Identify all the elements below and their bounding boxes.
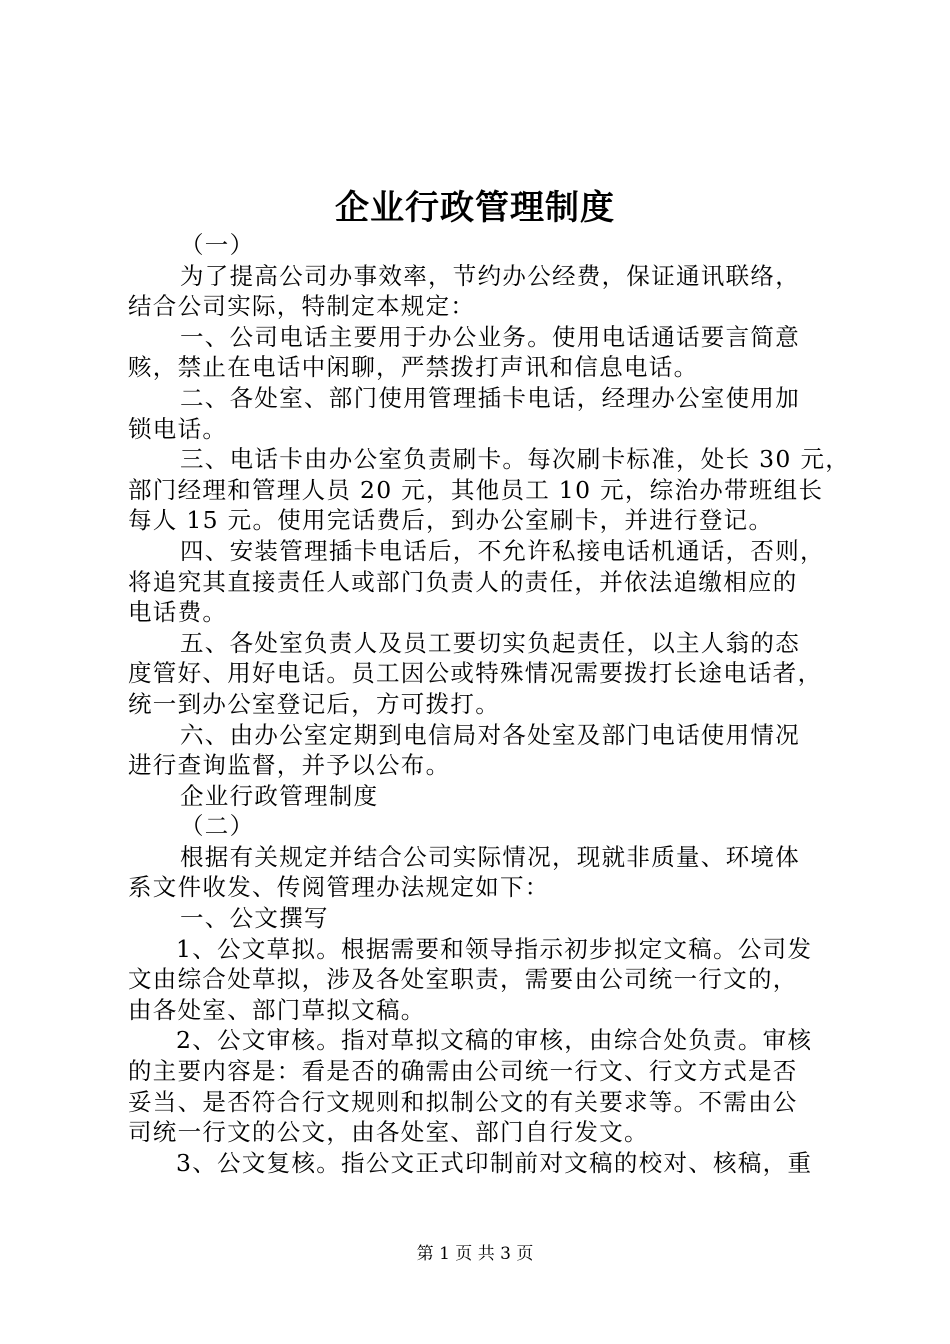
paragraph-line: 电话费。 [128, 598, 228, 627]
paragraph-line: 赅，禁止在电话中闲聊，严禁拨打声讯和信息电话。 [128, 353, 699, 382]
paragraph-line: 锁电话。 [128, 414, 228, 443]
subsection-heading: 一、公文撰写 [180, 904, 329, 933]
document-title: 企业行政管理制度 [335, 188, 615, 228]
paragraph-line: 部门经理和管理人员 20 元，其他员工 10 元，综治办带班组长 [128, 475, 824, 504]
paragraph-line: 由各处室、部门草拟文稿。 [128, 995, 426, 1024]
paragraph-line: 三、电话卡由办公室负责刷卡。每次刷卡标准，处长 30 元， [180, 445, 851, 474]
paragraph-line: 每人 15 元。使用完话费后，到办公室刷卡，并进行登记。 [128, 506, 774, 535]
paragraph-line: 四、安装管理插卡电话后，不允许私接电话机通话，否则， [180, 536, 825, 565]
paragraph-line: 根据有关规定并结合公司实际情况，现就非质量、环境体 [180, 842, 800, 871]
paragraph-line: 2、公文审核。指对草拟文稿的审核，由综合处负责。审核 [176, 1026, 813, 1055]
page-indicator: 第 1 页 共 3 页 [416, 1244, 534, 1264]
paragraph-line: 系文件收发、传阅管理办法规定如下： [128, 873, 550, 902]
paragraph-line: 统一到办公室登记后，方可拨打。 [128, 689, 500, 718]
paragraph-line: 妥当、是否符合行文规则和拟制公文的有关要求等。不需由公 [128, 1087, 798, 1116]
paragraph-line: 司统一行文的公文，由各处室、部门自行发文。 [128, 1118, 649, 1147]
paragraph-line: 文由综合处草拟，涉及各处室职责，需要由公司统一行文的， [128, 965, 798, 994]
paragraph-line: 五、各处室负责人及员工要切实负起责任，以主人翁的态 [180, 628, 800, 657]
paragraph-line: 六、由办公室定期到电信局对各处室及部门电话使用情况 [180, 720, 800, 749]
section-heading: （二） [180, 812, 255, 841]
paragraph-line: 3、公文复核。指公文正式印制前对文稿的校对、核稿，重 [176, 1148, 813, 1177]
section-heading: （一） [180, 231, 255, 259]
paragraph-line: 结合公司实际，特制定本规定： [128, 292, 476, 321]
paragraph-line: 度管好、用好电话。员工因公或特殊情况需要拨打长途电话者， [128, 659, 823, 688]
paragraph-line: 进行查询监督，并予以公布。 [128, 751, 451, 780]
document-body [128, 230, 851, 1178]
paragraph-line: 为了提高公司办事效率，节约办公经费，保证通讯联络， [180, 261, 800, 290]
paragraph-line: 将追究其直接责任人或部门负责人的责任，并依法追缴相应的 [128, 567, 798, 596]
paragraph-line: 的主要内容是：看是否的确需由公司统一行文、行文方式是否 [128, 1057, 798, 1086]
paragraph-line: 一、公司电话主要用于办公业务。使用电话通话要言简意 [180, 322, 800, 351]
paragraph-line: 二、各处室、部门使用管理插卡电话，经理办公室使用加 [180, 383, 800, 412]
section-title: 企业行政管理制度 [180, 781, 379, 810]
paragraph-line: 1、公文草拟。根据需要和领导指示初步拟定文稿。公司发 [176, 934, 813, 963]
